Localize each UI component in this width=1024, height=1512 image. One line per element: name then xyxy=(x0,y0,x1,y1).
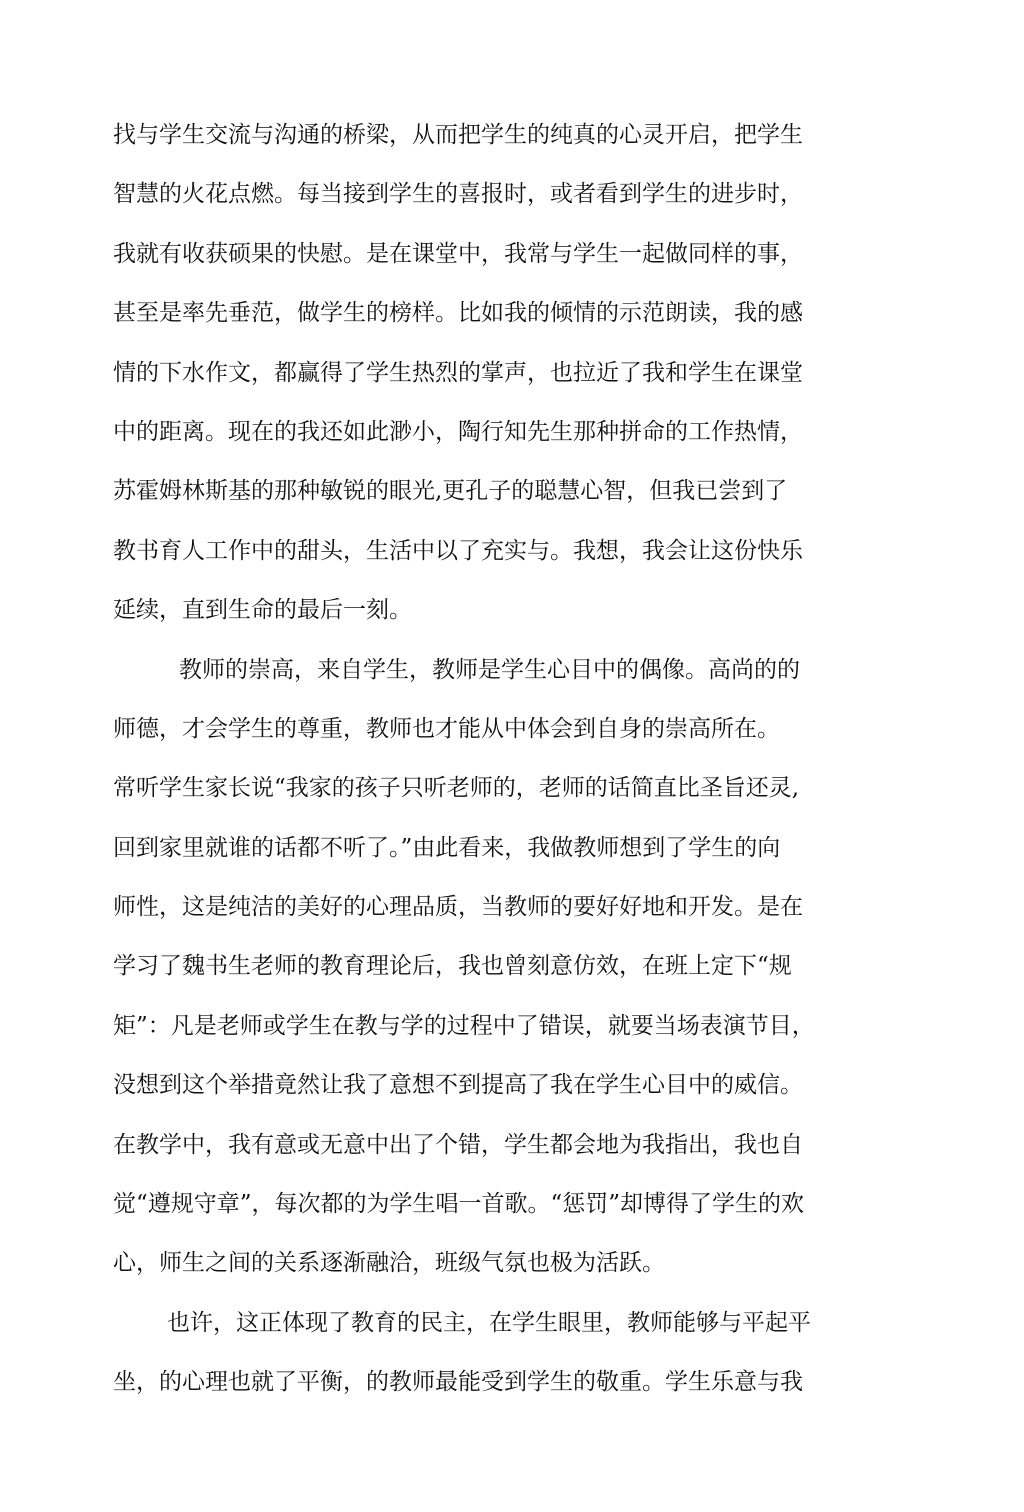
text-line: 坐，的心理也就了平衡，的教师最能受到学生的敬重。学生乐意与我 xyxy=(113,1369,803,1396)
text-line: 矩”：凡是老师或学生在教与学的过程中了错误，就要当场表演节目， xyxy=(113,1012,815,1039)
text-line: 学习了魏书生老师的教育理论后，我也曾刻意仿效，在班上定下“规 xyxy=(113,953,792,980)
text-line: 智慧的火花点燃。每当接到学生的喜报时，或者看到学生的进步时， xyxy=(113,181,803,208)
text-line: 甚至是率先垂范，做学生的榜样。比如我的倾情的示范朗读，我的感 xyxy=(113,300,803,327)
text-line: 延续，直到生命的最后一刻。 xyxy=(113,597,412,624)
text-line: 教书育人工作中的甜头，生活中以了充实与。我想，我会让这份快乐 xyxy=(113,537,803,564)
paragraph-start-line: 教师的崇高，来自学生，教师是学生心目中的偶像。高尚的的 xyxy=(179,656,800,683)
text-line: 回到家里就谁的话都不听了。”由此看来，我做教师想到了学生的向 xyxy=(113,834,781,861)
text-line: 常听学生家长说“我家的孩子只听老师的，老师的话简直比圣旨还灵, xyxy=(113,775,800,802)
text-line: 心，师生之间的关系逐渐融洽，班级气氛也极为活跃。 xyxy=(113,1250,665,1277)
text-line: 我就有收获硕果的快慰。是在课堂中，我常与学生一起做同样的事， xyxy=(113,240,803,267)
text-line: 情的下水作文，都赢得了学生热烈的掌声，也拉近了我和学生在课堂 xyxy=(113,359,803,386)
text-line: 师德，才会学生的尊重，教师也才能从中体会到自身的崇高所在。 xyxy=(113,715,780,742)
text-line: 中的距离。现在的我还如此渺小，陶行知先生那种拼命的工作热情， xyxy=(113,418,803,445)
text-line: 没想到这个举措竟然让我了意想不到提高了我在学生心目中的威信。 xyxy=(113,1072,803,1099)
text-line: 在教学中，我有意或无意中出了个错，学生都会地为我指出，我也自 xyxy=(113,1131,803,1158)
text-line: 找与学生交流与沟通的桥梁，从而把学生的纯真的心灵开启，把学生 xyxy=(113,122,803,148)
text-line: 师性，这是纯洁的美好的心理品质，当教师的要好好地和开发。是在 xyxy=(113,894,803,921)
text-line: 觉“遵规守章”，每次都的为学生唱一首歌。“惩罚”却博得了学生的欢 xyxy=(113,1191,805,1218)
paragraph-start-line: 也许，这正体现了教育的民主，在学生眼里，教师能够与平起平 xyxy=(167,1309,811,1336)
document-body xyxy=(113,118,993,1425)
text-line: 苏霍姆林斯基的那种敏锐的眼光,更孔子的聪慧心智，但我已尝到了 xyxy=(113,478,788,505)
